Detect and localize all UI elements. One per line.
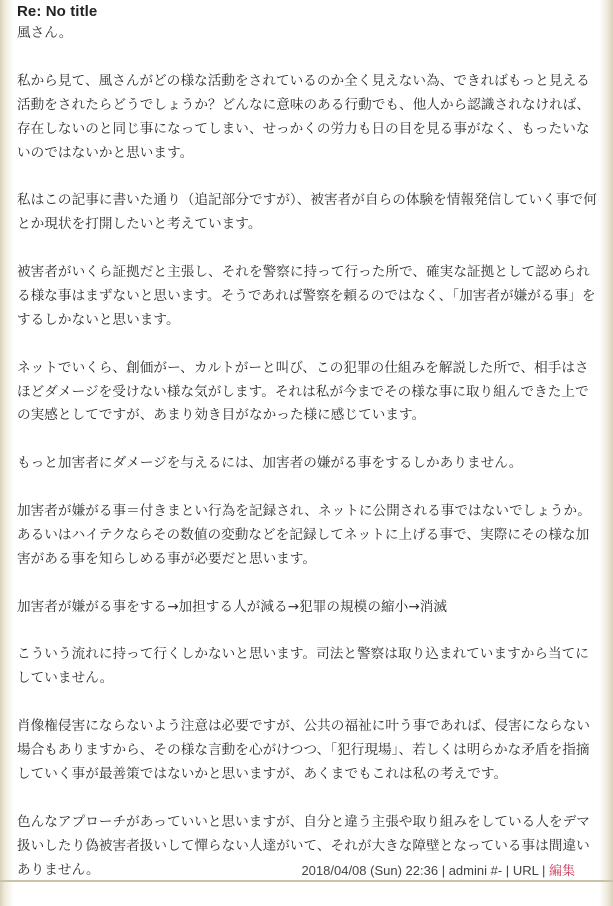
paragraph: 私から見て、風さんがどの様な活動をされているのか全く見えない為、できればもっと見える活動をされたらどうでしょうか？どんなに意味のある行動でも、他人から認識されなければ、存在しないのと同じ事になってしまい、せっかくの労力も日の目を見る事がなく、もったいないのではないかと思います。 <box>17 72 591 161</box>
separator: | <box>505 863 510 878</box>
post-title: Re: No title <box>17 3 98 20</box>
url-link[interactable]: URL <box>512 863 539 878</box>
paragraph: ネットでいくら、創価がー、カルトがーと叫び、この犯罪の仕組みを解説した所で、相手はさほどダメージを受けない様な気がします。それは私が今までその様な事に取り組んできた上での実感としてですが、あまり効き目がなかった様に感じています。 <box>17 359 589 424</box>
paragraph: 肖像権侵害にならないよう注意は必要ですが、公共の福祉に叶う事であれば、侵害にならない場合もありますから、その様な言動を心がけつつ、「犯行現場」、若しくは明らかな矛盾を指摘していく事が最善策ではないかと思いますが、あくまでもこれは私の考えです。 <box>17 718 591 782</box>
paragraph: 色んなアプローチがあっていいと思いますが、自分と違う主張や取り組みをしている人をデマ扱いしたり偽被害者扱いして憚らない人達がいて、それが大きな障壁となっている事は間違いありません。 <box>17 813 590 878</box>
greeting: 風さん。 <box>17 25 73 41</box>
edit-link[interactable]: 編集 <box>548 863 575 878</box>
post-body <box>17 22 597 906</box>
paragraph: こういう流れに持って行くしかないと思います。司法と警察は取り込まれていますから当てにしていません。 <box>17 646 589 687</box>
paragraph: 加害者が嫌がる事をする→加担する人が減る→犯罪の規模の縮小→消滅 <box>17 598 447 615</box>
paragraph: 私はこの記事に書いた通り（追記部分ですが）、被害者が自らの体験を情報発信していく事で何とか現状を打開したいと考えています。 <box>17 192 597 233</box>
separator: | <box>441 863 446 878</box>
post-author: admini #- <box>448 863 503 878</box>
paragraph: もっと加害者にダメージを与えるには、加害者の嫌がる事をするしかありません。 <box>17 455 523 472</box>
post-datetime: 2018/04/08 (Sun) 22:36 <box>301 863 439 878</box>
separator: | <box>541 863 546 878</box>
post-footer <box>301 860 575 879</box>
paragraph: 被害者がいくら証拠だと主張し、それを警察に持って行った所で、確実な証拠として認められる様な事はまずないと思います。そうであれば警察を頼るのではなく、「加害者が嫌がる事」をするしかないと思います。 <box>17 264 596 328</box>
paragraph: 加害者が嫌がる事＝付きまとい行為を記録され、ネットに公開される事ではないでしょうか。あるいはハイテクならその数値の変動などを記録してネットに上げる事で、実際にその様な加害がある事を知らしめる事が必要だと思います。 <box>17 503 591 567</box>
